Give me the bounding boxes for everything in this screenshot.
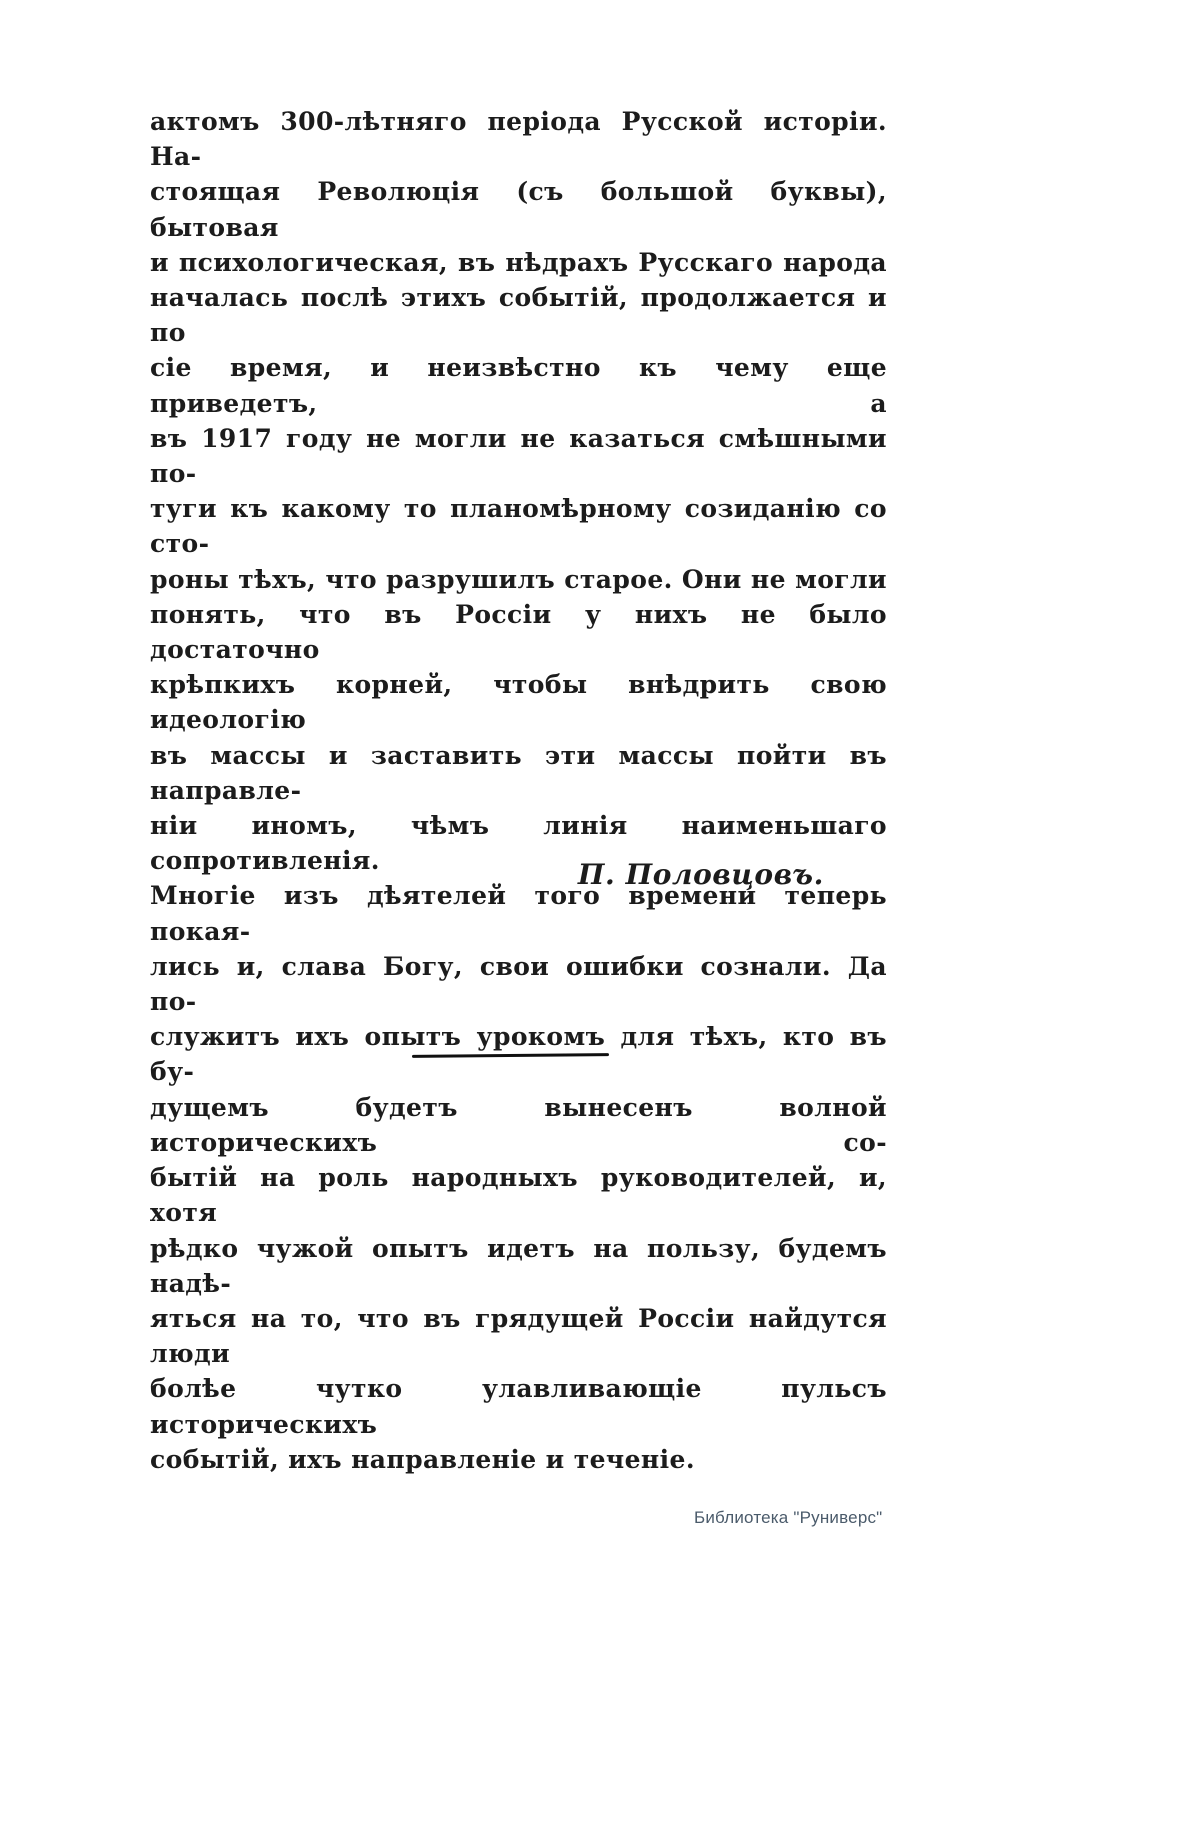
paragraph-line: событій, ихъ направленіе и теченіе.	[150, 1444, 695, 1474]
author-signature: П. Половцовъ.	[577, 858, 824, 891]
paragraph-line: актомъ 300-лѣтняго періода Русской исторіи. На-	[150, 107, 887, 172]
paragraph	[150, 104, 887, 1477]
paragraph-line: стоящая Революція (съ большой буквы), бытовая	[150, 177, 887, 242]
paragraph-line: туги къ какому то планомѣрному созиданію со сто-	[150, 494, 887, 559]
paragraph-line: началась послѣ этихъ событій, продолжается и по	[150, 283, 887, 348]
paragraph-line: роны тѣхъ, что разрушилъ старое. Они не могли	[150, 564, 887, 594]
paragraph-line: лись и, слава Богу, свои ошибки сознали. Да по-	[150, 951, 887, 1017]
paragraph-line: крѣпкихъ корней, чтобы внѣдрить свою идеологію	[150, 670, 887, 735]
paragraph-line: понять, что въ Россіи у нихъ не было достаточно	[150, 599, 887, 665]
paragraph-line: въ 1917 году не могли не казаться смѣшными по-	[150, 423, 887, 489]
paragraph-line: ніи иномъ, чѣмъ линія наименьшаго сопротивленія.	[150, 811, 887, 876]
paragraph-line: Многіе изъ дѣятелей того времени теперь покая-	[150, 881, 887, 946]
paragraph-line: яться на то, что въ грядущей Россіи найдутся люди	[150, 1303, 887, 1369]
paragraph-line: сіе время, и неизвѣстно къ чему еще приведетъ, а	[150, 353, 887, 418]
paragraph-line: болѣе чутко улавливающіе пульсъ историческихъ	[150, 1374, 887, 1439]
paragraph-line: и психологическая, въ нѣдрахъ Русскаго народа	[150, 247, 887, 277]
paragraph-line: рѣдко чужой опытъ идетъ на пользу, будемъ надѣ-	[150, 1233, 887, 1298]
paragraph-line: бытій на роль народныхъ руководителей, и, хотя	[150, 1163, 887, 1228]
paragraph-line: въ массы и заставить эти массы пойти въ направле-	[150, 740, 887, 805]
library-watermark: Библиотека "Руниверс"	[694, 1508, 883, 1527]
paragraph-line: дущемъ будетъ вынесенъ волной историческихъ со-	[150, 1092, 887, 1157]
paragraph-line: служитъ ихъ опытъ урокомъ для тѣхъ, кто въ бу-	[150, 1022, 887, 1087]
